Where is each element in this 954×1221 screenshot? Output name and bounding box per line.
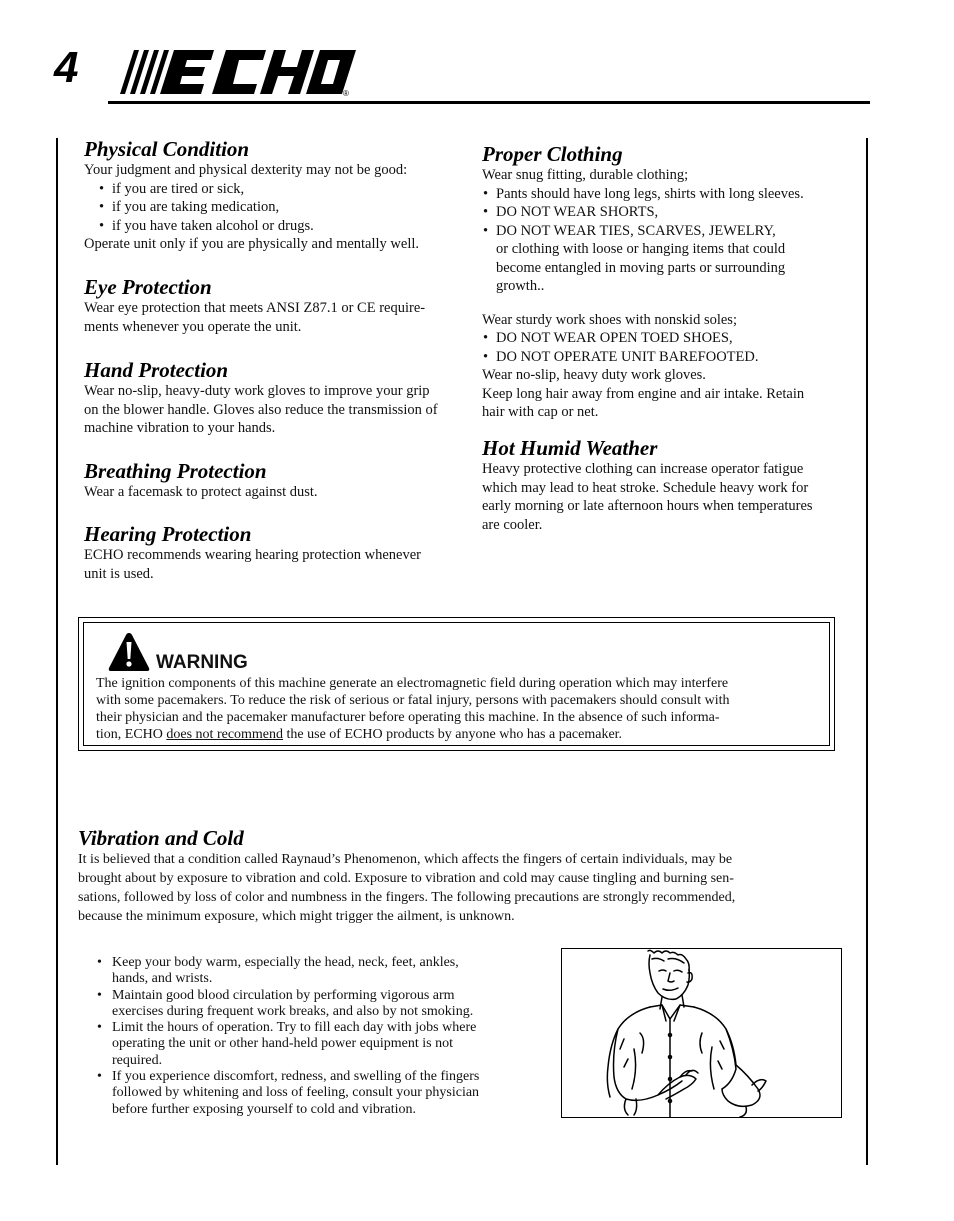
list-item: • DO NOT WEAR SHORTS, — [482, 203, 862, 222]
illustration-frame — [561, 948, 842, 1118]
warning-text — [96, 675, 812, 743]
paragraph-line: because the minimum exposure, which might trigger the ailment, is unknown. — [78, 909, 515, 924]
list-item: • DO NOT WEAR OPEN TOED SHOES, — [482, 329, 862, 348]
warning-triangle-icon — [108, 632, 150, 672]
proper-clothing-section — [482, 142, 862, 422]
bullet-line: hands, and wrists. — [112, 971, 213, 987]
vibration-precautions-list — [78, 955, 548, 1118]
hot-humid-weather-title: Hot Humid Weather — [482, 436, 658, 460]
list-item: • DO NOT OPERATE UNIT BAREFOOTED. — [482, 348, 862, 367]
bullet-line: • Maintain good blood circulation by performing vigorous arm — [112, 987, 455, 1003]
paragraph-line: ECHO recommends wearing hearing protection whenever — [84, 547, 422, 563]
paragraph-line: It is believed that a condition called Raynaud’s Phenomenon, which affects the fingers of certain individuals, may be — [78, 852, 733, 867]
list-item: • if you are taking medication, — [84, 198, 474, 217]
bullet-line: operating the unit or other hand-held power equipment is not — [112, 1036, 453, 1052]
paragraph-line: or clothing with loose or hanging items that could — [496, 241, 786, 257]
paragraph-line: Wear eye protection that meets ANSI Z87.1 or CE require- — [84, 300, 426, 316]
header-rule — [108, 101, 870, 104]
hand-protection-section — [84, 358, 479, 438]
bullet-line: • If you experience discomfort, redness, and swelling of the fingers — [112, 1069, 480, 1085]
paragraph-line: Heavy protective clothing can increase operator fatigue — [482, 461, 804, 477]
proper-clothing-title: Proper Clothing — [482, 142, 623, 166]
list-item — [78, 988, 548, 1021]
list-item — [78, 955, 548, 988]
paragraph-line: brought about by exposure to vibration and cold. Exposure to vibration and cold may cause tingling and burning sen- — [78, 871, 734, 886]
registered-mark: ® — [343, 89, 349, 98]
echo-logo — [116, 44, 356, 100]
paragraph-line: are cooler. — [482, 516, 543, 533]
eye-protection-title: Eye Protection — [84, 275, 212, 299]
hearing-protection-title: Hearing Protection — [84, 522, 252, 546]
shoes-intro: Wear sturdy work shoes with nonskid soles; — [482, 311, 737, 328]
gloves-line: Wear no-slip, heavy duty work gloves. — [482, 367, 706, 383]
list-item — [78, 1020, 548, 1069]
paragraph-line: machine vibration to your hands. — [84, 420, 276, 436]
physical-condition-title: Physical Condition — [84, 137, 250, 161]
paragraph-line: hair with cap or net. — [482, 404, 599, 420]
does-not-recommend-emphasis: does not recommend — [166, 727, 284, 742]
bullet-line: required. — [112, 1052, 163, 1068]
breathing-protection-text: Wear a facemask to protect against dust. — [84, 484, 318, 500]
list-item: • if you have taken alcohol or drugs. — [84, 217, 474, 236]
warning-line-last — [96, 726, 812, 743]
warning-label: WARNING — [156, 652, 248, 673]
paragraph-line: sations, followed by loss of color and numbness in the fingers. The following precautions are strongly recommended, — [78, 890, 736, 905]
warning-line-start: tion, ECHO — [96, 727, 167, 742]
vibration-and-cold-title: Vibration and Cold — [78, 826, 244, 850]
warning-line: their physician and the pacemaker manufacturer before operating this machine. In the absence of such informa- — [96, 710, 720, 725]
page-number: 4 — [54, 43, 79, 92]
warning-line: The ignition components of this machine generate an electromagnetic field during operation which may interfere — [96, 676, 729, 691]
paragraph-line: Wear no-slip, heavy-duty work gloves to improve your grip — [84, 383, 430, 399]
proper-clothing-intro: Wear snug fitting, durable clothing; — [482, 167, 689, 183]
warning-line-end: the use of ECHO products by anyone who has a pacemaker. — [283, 727, 623, 742]
paragraph-line: early morning or late afternoon hours when temperatures — [482, 498, 813, 514]
paragraph-line: on the blower handle. Gloves also reduce the transmission of — [84, 401, 438, 418]
bullet-line: • Limit the hours of operation. Try to fill each day with jobs where — [112, 1020, 477, 1036]
breathing-protection-section — [84, 459, 474, 502]
list-item: • Pants should have long legs, shirts with long sleeves. — [482, 185, 862, 204]
physical-condition-outro: Operate unit only if you are physically and mentally well. — [84, 236, 420, 252]
bullet-line: before further exposing yourself to cold and vibration. — [112, 1101, 417, 1117]
list-item — [78, 1069, 548, 1118]
paragraph-line: unit is used. — [84, 565, 154, 582]
physical-condition-section — [84, 137, 474, 254]
list-item: • if you are tired or sick, — [84, 180, 474, 199]
paragraph-line: ments whenever you operate the unit. — [84, 318, 302, 335]
list-item: • DO NOT WEAR TIES, SCARVES, JEWELRY, — [482, 222, 862, 241]
paragraph-line: which may lead to heat stroke. Schedule heavy work for — [482, 479, 809, 496]
eye-protection-section — [84, 275, 474, 336]
physical-condition-intro: Your judgment and physical dexterity may not be good: — [84, 162, 408, 178]
warning-line: with some pacemakers. To reduce the risk of serious or fatal injury, persons with pacemakers should consult with — [96, 693, 730, 708]
vibration-and-cold-section — [78, 826, 838, 926]
bullet-line: followed by whitening and loss of feeling, consult your physician — [112, 1085, 480, 1101]
bullet-line: • Keep your body warm, especially the head, neck, feet, ankles, — [112, 955, 459, 970]
breathing-protection-title: Breathing Protection — [84, 459, 267, 483]
paragraph-line: Keep long hair away from engine and air intake. Retain — [482, 385, 805, 402]
paragraph-line: become entangled in moving parts or surrounding — [496, 259, 786, 276]
hand-protection-title: Hand Protection — [84, 358, 229, 382]
hot-humid-weather-section — [482, 436, 862, 534]
bullet-line: exercises during frequent work breaks, and also by not smoking. — [112, 1003, 474, 1019]
left-margin-rule — [56, 138, 58, 1165]
paragraph-line: growth.. — [496, 278, 545, 294]
man-examining-hands-illustration — [562, 949, 841, 1117]
hearing-protection-section — [84, 522, 474, 583]
right-margin-rule — [866, 138, 868, 1165]
